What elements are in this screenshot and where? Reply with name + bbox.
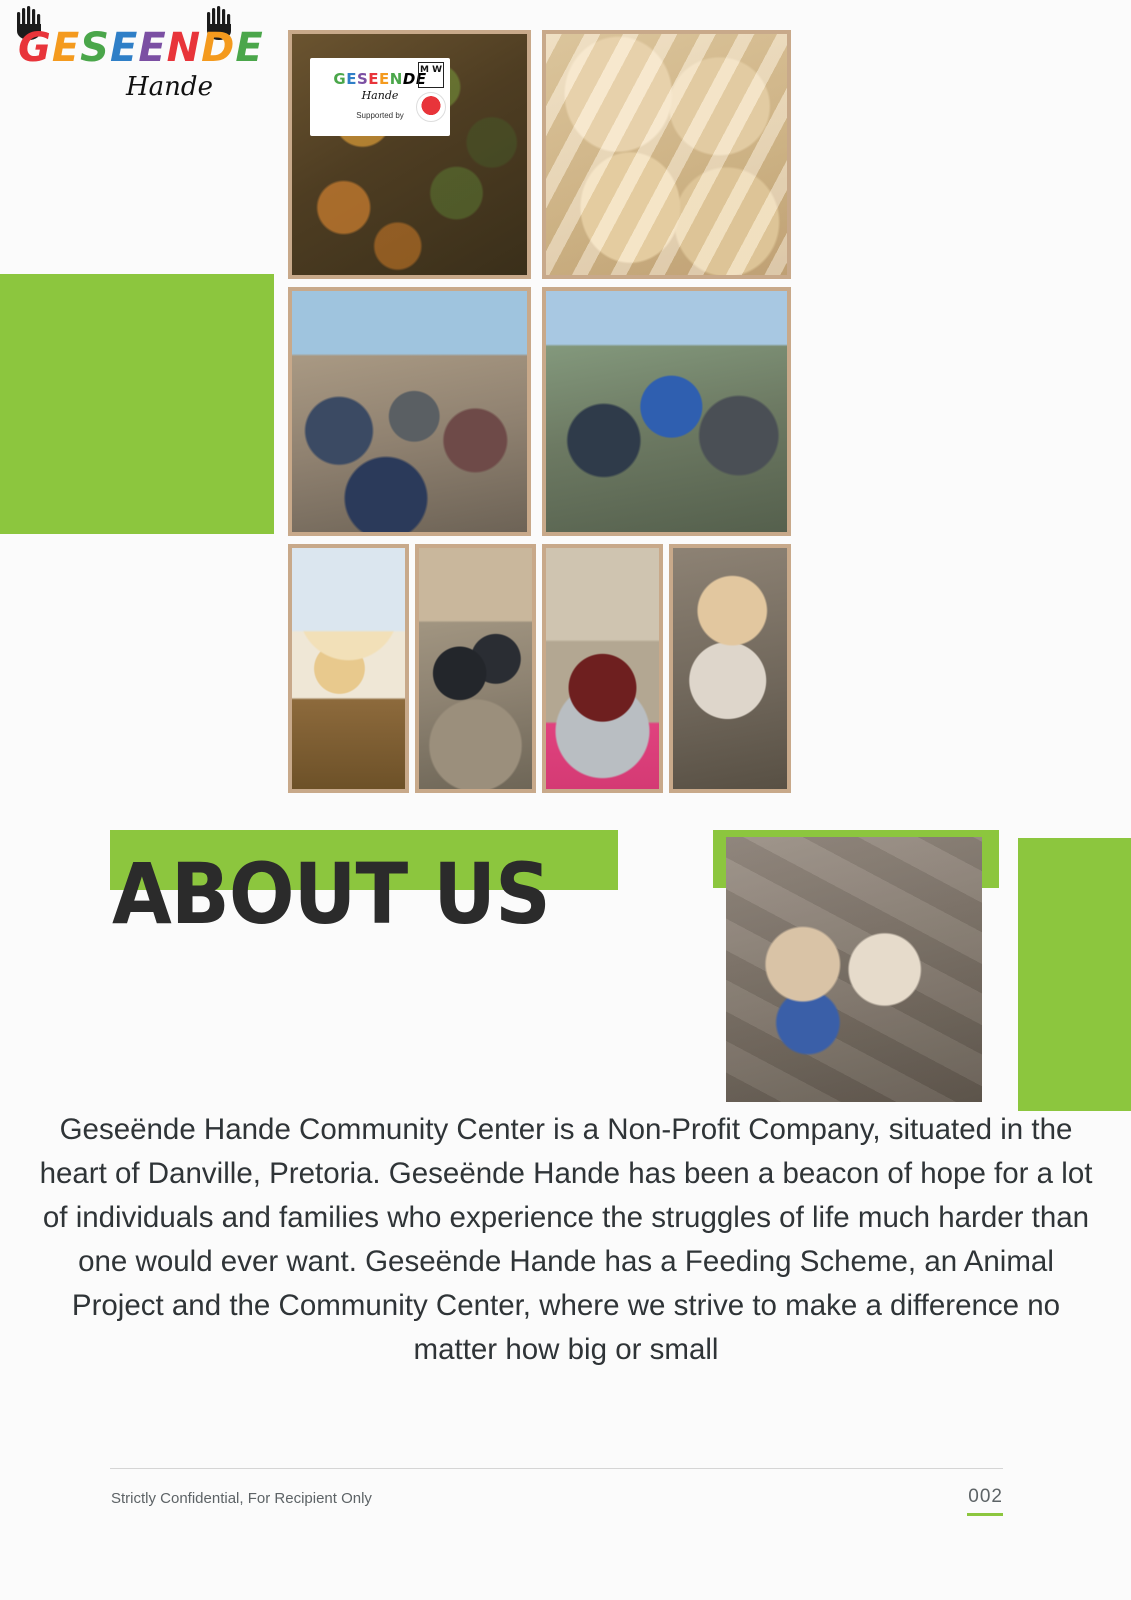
logo-letter: N — [166, 25, 202, 71]
overlay-card-title: GESEENDE — [333, 70, 427, 88]
brand-logo — [8, 6, 264, 121]
logo-letter: G — [18, 25, 52, 71]
logo-wordmark — [18, 25, 264, 71]
page-number: 002 — [968, 1486, 1003, 1507]
footer-confidentiality-note: Strictly Confidential, For Recipient Only — [111, 1490, 372, 1507]
photo-baked-goods — [288, 544, 409, 793]
page-title: ABOUT US — [112, 845, 550, 943]
logo-letter: E — [235, 25, 264, 71]
footer-divider — [110, 1468, 1003, 1469]
overlay-card-script: Hande — [361, 89, 399, 102]
logo-letter: E — [51, 25, 81, 71]
photo-queue-outside — [415, 544, 536, 793]
photo-child-with-cup — [669, 544, 791, 793]
about-body-text: Geseënde Hande Community Center is a Non-Profit Company, situated in the heart of Danville, Pretoria. Geseënde Hande has been a beacon of hope for a lot of individuals and families who experience the struggles of life much harder than one would ever want. Geseënde Hande has a Feeding Scheme, an Animal Project and the Community Center, where we strive to make a difference no matter how big or small — [39, 1113, 1093, 1366]
overlay-card-supported-by: Supported by — [356, 111, 404, 120]
heart-icon — [416, 92, 446, 122]
decorative-green-block-right — [1018, 838, 1131, 1111]
page-number-underline — [967, 1513, 1003, 1516]
logo-letter: E — [138, 25, 167, 71]
logo-letter: E — [109, 25, 139, 71]
photo-stew-pot — [288, 30, 531, 279]
photo-two-children — [726, 837, 982, 1102]
logo-letter: S — [80, 25, 110, 71]
photo-cooking-pot-table — [542, 544, 663, 793]
overlay-sponsor-card — [310, 58, 450, 136]
photo-community-gathering — [542, 287, 791, 536]
decorative-green-block-left — [0, 274, 274, 534]
partner-logo-mw: M W — [418, 62, 444, 88]
logo-letter: D — [201, 25, 236, 71]
logo-script-text: Hande — [126, 72, 213, 102]
photo-volunteers-serving — [288, 287, 531, 536]
photo-bread-loaves — [542, 30, 791, 279]
